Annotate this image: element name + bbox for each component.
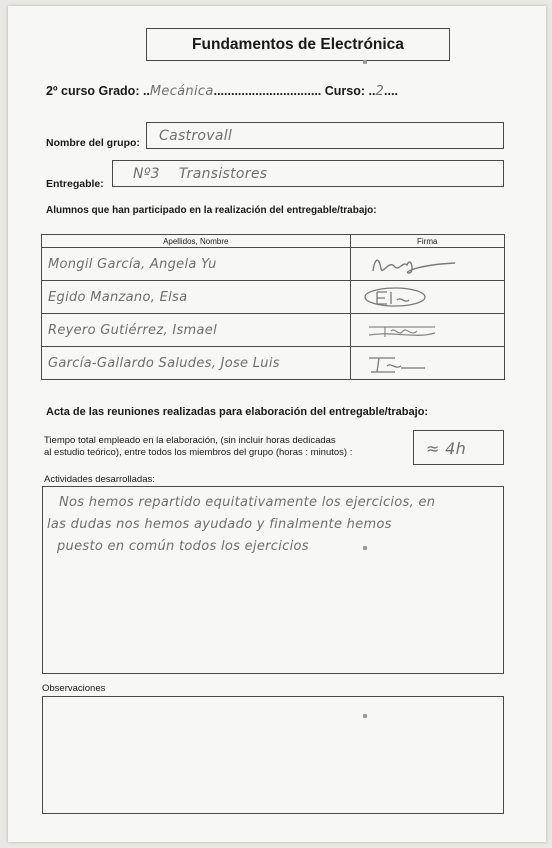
grado-dots: ............................... (213, 84, 322, 98)
scan-mark (363, 546, 367, 550)
student-name-1: Mongil García, Angela Yu (48, 257, 217, 272)
activities-line-1: Nos hemos repartido equitativamente los ejercicios, en (59, 495, 436, 510)
table-row (42, 314, 505, 347)
time-line-2: al estudio teórico), entre todos los miembros del grupo (horas : minutos) : (44, 447, 353, 458)
table-row (42, 347, 505, 380)
deliverable-label: Entregable: (46, 178, 104, 190)
students-table (41, 234, 505, 380)
table-header-row (42, 235, 505, 248)
col-name-header: Apellidos, Nombre (42, 235, 351, 248)
time-field (413, 430, 504, 465)
student-name-3: Reyero Gutiérrez, Ismael (48, 323, 217, 338)
document-sheet (8, 6, 546, 842)
scan-mark (363, 60, 367, 64)
deliverable-value: Nº3 Transistores (133, 166, 268, 182)
signature-3 (355, 315, 495, 345)
student-name-4: García-Gallardo Saludes, Jose Luis (48, 356, 280, 371)
col-signature-header: Firma (350, 235, 505, 248)
signature-4 (355, 348, 495, 378)
student-name-2: Egido Manzano, Elsa (48, 290, 188, 305)
curso-dots: .... (384, 84, 398, 98)
scan-mark (363, 714, 367, 718)
table-row (42, 248, 505, 281)
group-value: Castrovall (159, 128, 233, 144)
time-line-1: Tiempo total empleado en la elaboración, (sin incluir horas dedicadas (44, 435, 336, 446)
signature-2 (355, 282, 495, 312)
observations-label: Observaciones (42, 683, 106, 694)
deliverable-field (112, 160, 504, 187)
time-value: ≈ 4h (426, 439, 467, 458)
students-heading: Alumnos que han participado en la realización del entregable/trabajo: (46, 205, 377, 216)
grado-value: Mecánica (149, 84, 214, 99)
curso-value: 2 (375, 84, 385, 99)
activities-line-3: puesto en común todos los ejercicios (57, 539, 309, 554)
document-title: Fundamentos de Electrónica (146, 28, 450, 61)
activities-line-2: las dudas nos hemos ayudado y finalmente hemos (47, 517, 392, 532)
curso-label: Curso: .. (324, 84, 376, 98)
course-line (46, 84, 398, 99)
activities-box (42, 486, 504, 674)
grado-label: 2º curso Grado: .. (46, 84, 150, 98)
table-row (42, 281, 505, 314)
minutes-heading: Acta de las reuniones realizadas para elaboración del entregable/trabajo: (46, 406, 429, 418)
activities-label: Actividades desarrolladas: (44, 474, 155, 485)
observations-box (42, 696, 504, 814)
group-field (146, 122, 504, 149)
group-label: Nombre del grupo: (46, 137, 140, 149)
signature-1 (355, 249, 495, 279)
